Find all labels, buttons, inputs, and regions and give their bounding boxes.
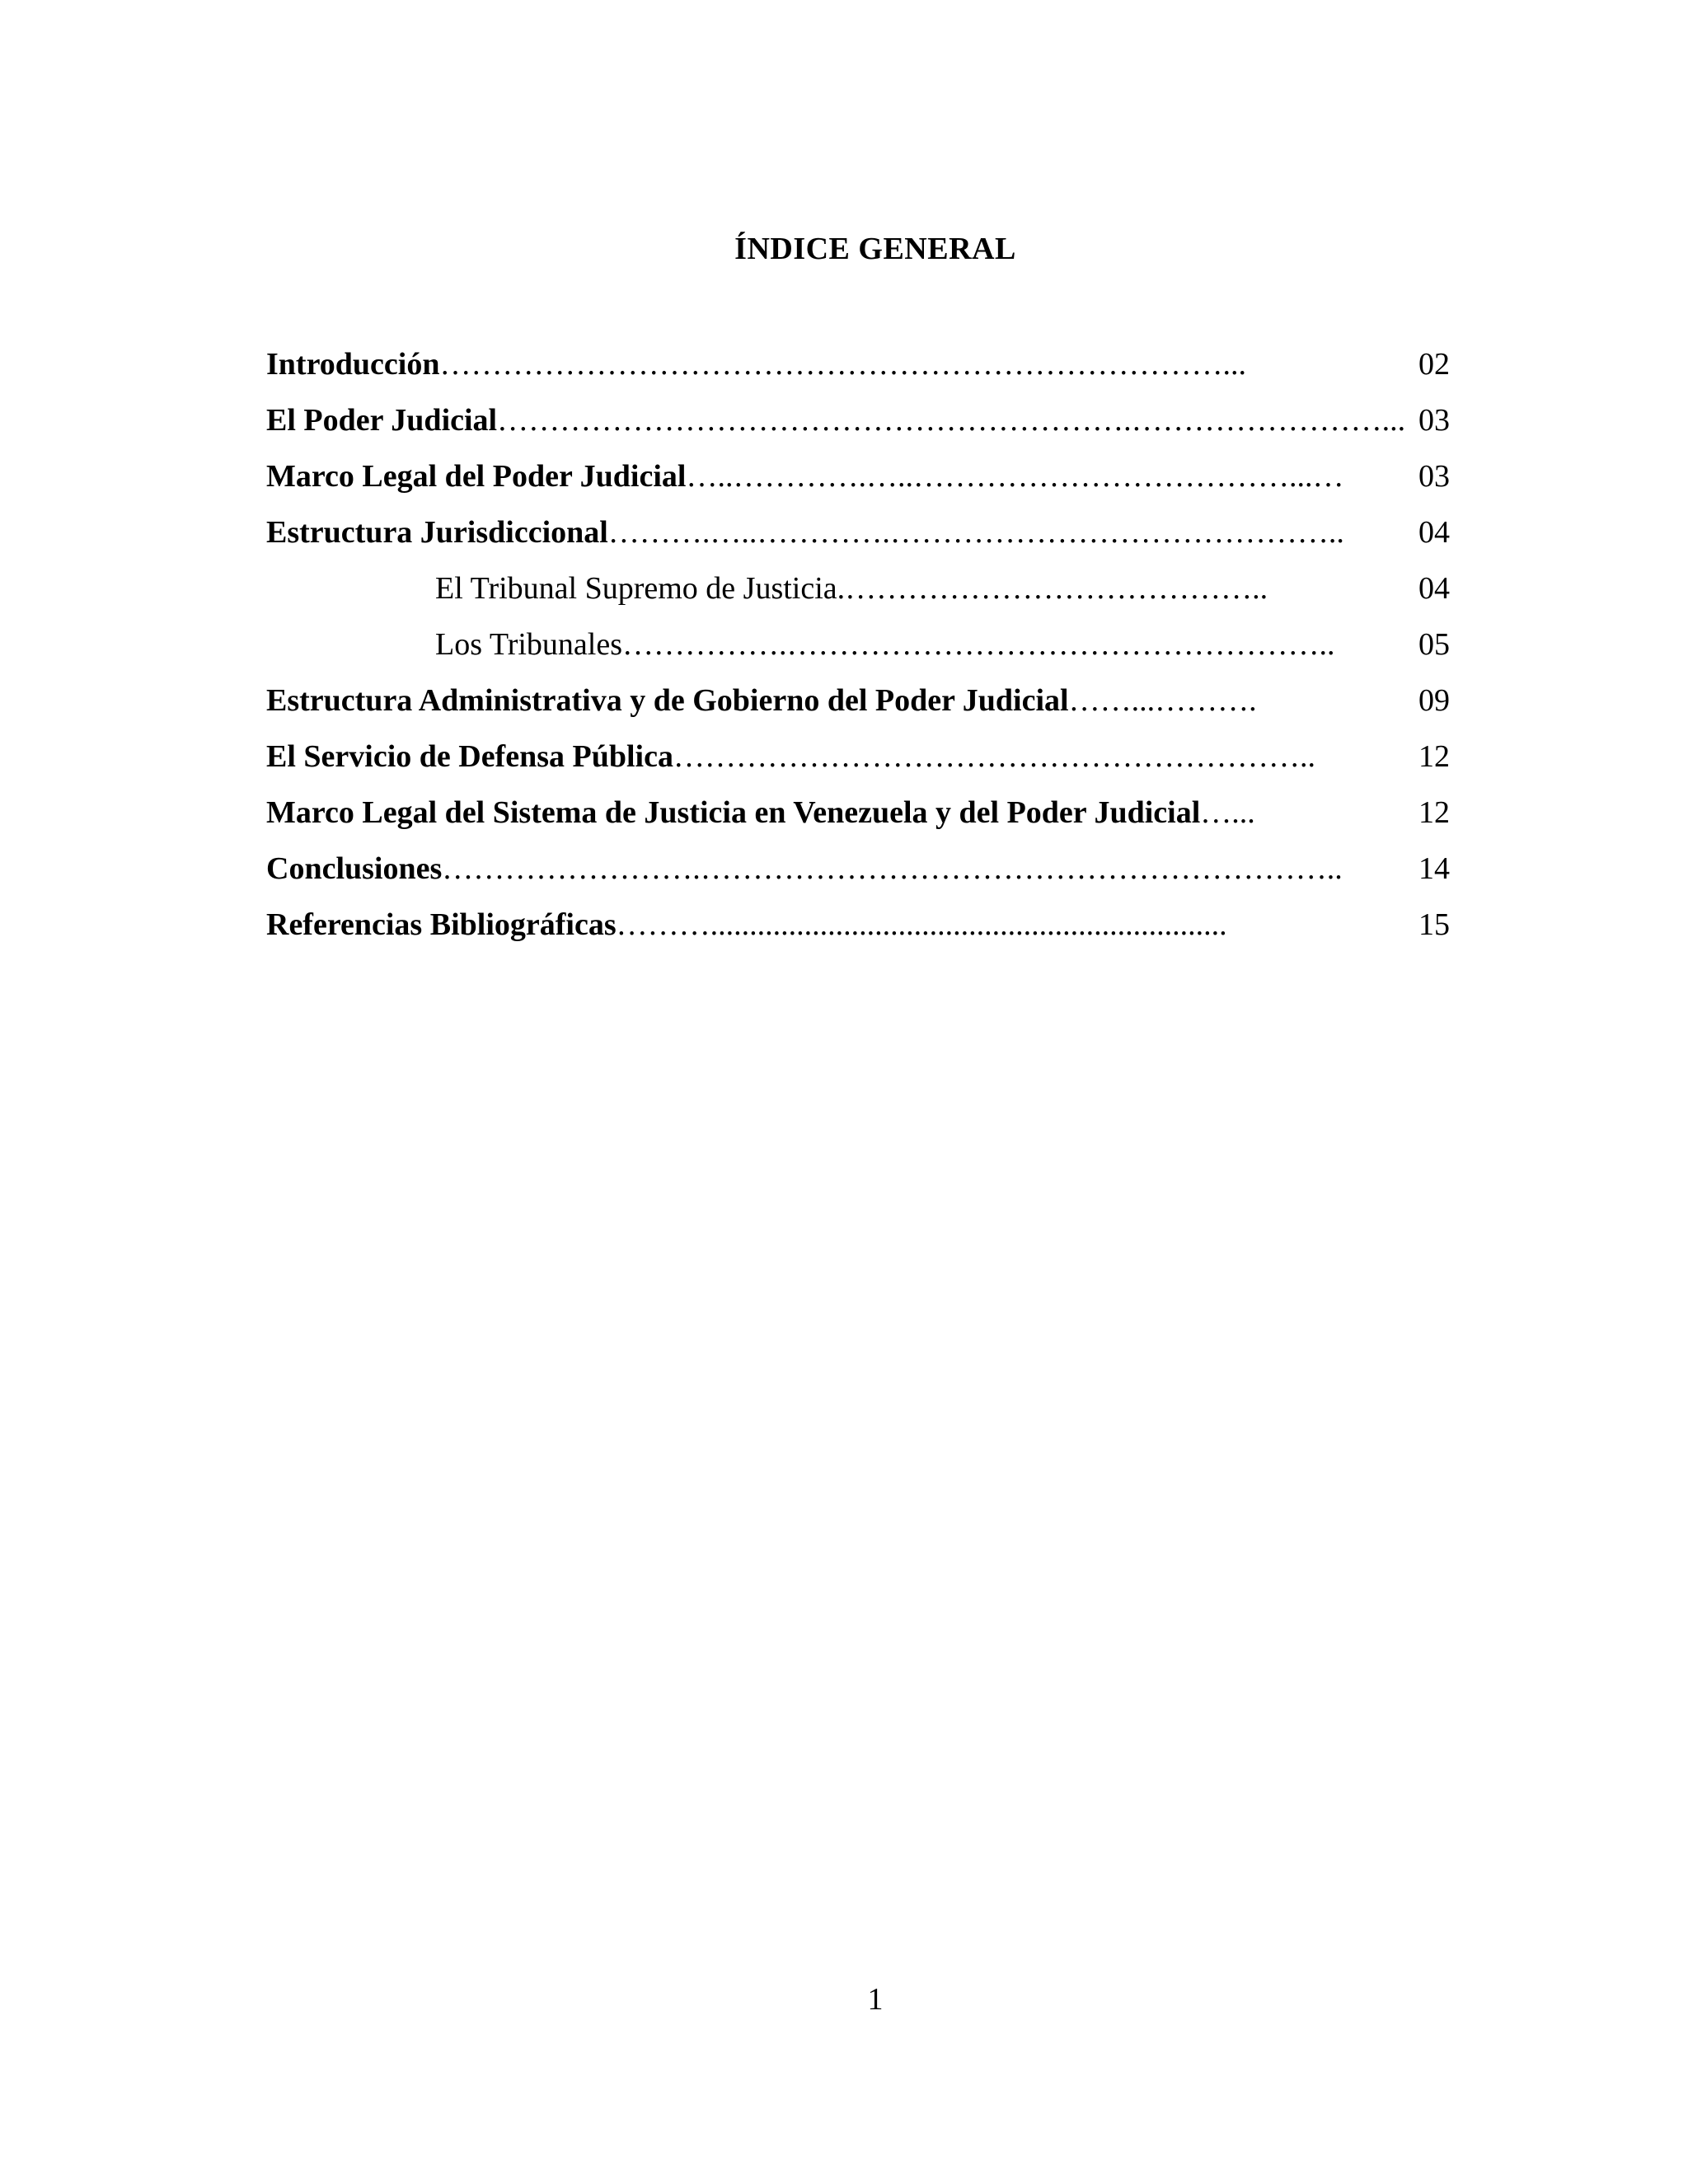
toc-page-number: 05 bbox=[1418, 627, 1450, 662]
toc-dot-leader: …... bbox=[1200, 795, 1255, 830]
toc-dot-leader: ……...………. bbox=[1068, 683, 1257, 718]
toc-entry-label: El Servicio de Defensa Pública bbox=[266, 739, 673, 774]
toc-dot-leader: ……….................................................................. bbox=[616, 907, 1227, 942]
toc-page-number: 03 bbox=[1418, 403, 1450, 438]
toc-page-number: 02 bbox=[1418, 347, 1450, 382]
toc-entry-label: Introducción bbox=[266, 347, 440, 382]
toc-entry-label: Referencias Bibliográficas bbox=[266, 907, 617, 942]
toc-entry-text bbox=[266, 677, 1257, 724]
toc-dot-leader: …………………………………………………….……………………... bbox=[497, 403, 1406, 438]
toc-page-number: 03 bbox=[1418, 459, 1450, 494]
toc-dot-leader: ……….…..………….…………………………………….. bbox=[607, 515, 1344, 550]
toc-entry-text bbox=[266, 341, 1246, 387]
toc-page-number: 12 bbox=[1418, 739, 1450, 774]
toc-entry-defensa-publica bbox=[266, 733, 1453, 790]
toc-entry-label: El Poder Judicial bbox=[266, 403, 498, 438]
toc-entry-marco-legal bbox=[266, 453, 1453, 509]
toc-entry-label: Marco Legal del Sistema de Justicia en Venezuela y del Poder Judicial bbox=[266, 795, 1201, 830]
toc-entry-text bbox=[266, 902, 1227, 948]
toc-page-number: 15 bbox=[1418, 907, 1450, 942]
toc-dot-leader: …………………….…………………………………………………….. bbox=[442, 851, 1343, 886]
toc-page-number: 12 bbox=[1418, 795, 1450, 830]
toc-subentry-tribunal-supremo bbox=[266, 565, 1453, 621]
page-title: ÍNDICE GENERAL bbox=[734, 232, 1016, 266]
toc-entry-marco-legal-sistema bbox=[266, 790, 1453, 846]
toc-entry-label: Estructura Administrativa y de Gobierno del Poder Judicial bbox=[266, 683, 1069, 718]
toc-entry-text bbox=[266, 397, 1405, 443]
toc-entry-label: Conclusiones bbox=[266, 851, 443, 886]
toc-entry-label: Estructura Jurisdiccional bbox=[266, 515, 608, 550]
toc-dot-leader: …………….…………………………………………….. bbox=[621, 627, 1335, 662]
toc-entry-introduccion bbox=[266, 341, 1453, 397]
toc-entry-text bbox=[266, 509, 1344, 555]
table-of-contents bbox=[266, 341, 1453, 958]
toc-entry-text bbox=[266, 790, 1255, 836]
toc-dot-leader: …………………………………………………………………... bbox=[439, 347, 1246, 382]
toc-entry-text bbox=[266, 453, 1343, 499]
page-number: 1 bbox=[867, 1982, 884, 2017]
toc-entry-conclusiones bbox=[266, 846, 1453, 902]
toc-entry-text bbox=[435, 565, 1268, 612]
toc-page-number: 04 bbox=[1418, 515, 1450, 550]
toc-entry-label: Los Tribunales bbox=[435, 627, 622, 662]
toc-page-number: 04 bbox=[1418, 571, 1450, 606]
toc-entry-label: Marco Legal del Poder Judicial bbox=[266, 459, 687, 494]
toc-dot-leader: …..………….…..………………………………...… bbox=[686, 459, 1344, 494]
toc-page-number: 09 bbox=[1418, 683, 1450, 718]
toc-dot-leader: ………………………………….. bbox=[845, 571, 1268, 606]
toc-entry-label: El Tribunal Supremo de Justicia. bbox=[435, 571, 846, 606]
toc-entry-text bbox=[435, 621, 1334, 668]
toc-entry-poder-judicial bbox=[266, 397, 1453, 453]
toc-entry-text bbox=[266, 733, 1315, 780]
toc-entry-referencias bbox=[266, 902, 1453, 958]
toc-subentry-tribunales bbox=[266, 621, 1453, 677]
toc-dot-leader: …………………………………………………….. bbox=[673, 739, 1315, 774]
toc-entry-estructura-administrativa bbox=[266, 677, 1453, 733]
toc-entry-text bbox=[266, 846, 1343, 892]
toc-entry-estructura-jurisdiccional bbox=[266, 509, 1453, 565]
toc-page-number: 14 bbox=[1418, 851, 1450, 886]
